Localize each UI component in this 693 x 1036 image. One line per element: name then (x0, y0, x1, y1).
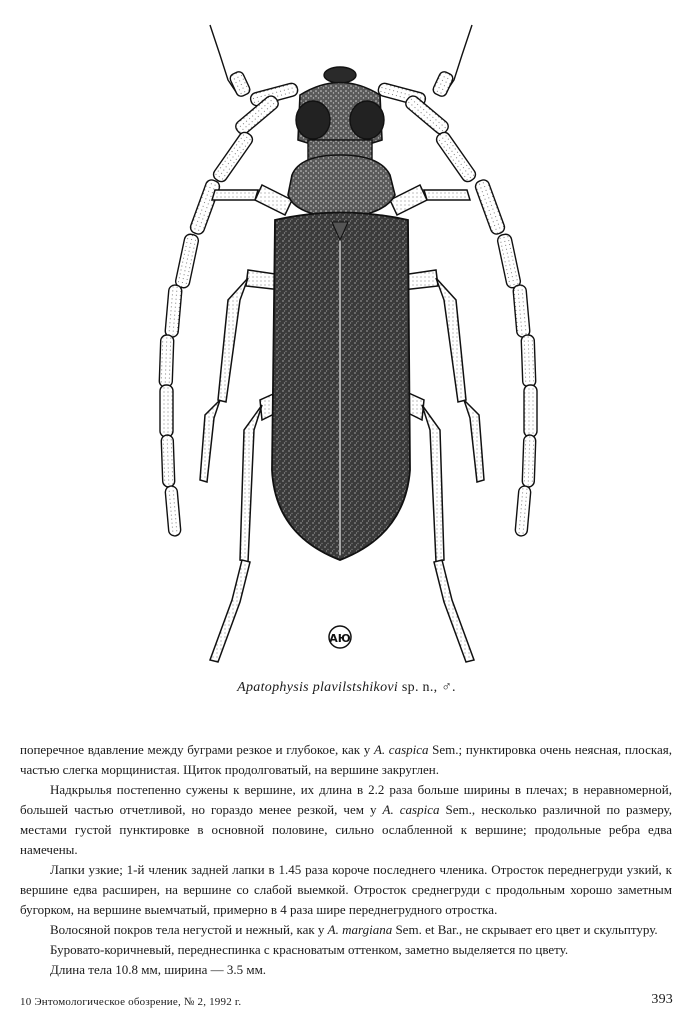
caption-rest: sp. n., ♂. (401, 680, 456, 695)
page-footer (20, 992, 673, 1008)
beetle-body (272, 67, 410, 560)
paragraph: Длина тела 10.8 мм, ширина — 3.5 мм. (50, 962, 267, 977)
paragraph: Лапки узкие; 1-й членик задней лапки в 1.45 раза короче последнего членика. Отросток переднегруди узкий, к вершине едва расширен, на вершине со слабой выемкой. Отросток среднегруди с продольным хорошо заметным бугорком, на вершине выемчатый, примерно в 4 раза шире переднегрудного отростка. (20, 862, 672, 917)
body-text (20, 740, 672, 980)
paragraph: Надкрылья постепенно сужены к вершине, их длина в 2.2 раза больше ширины в плечах; в неравномерной, большей частью отчетливой, но гораздо менее резкой, чем у A. caspica Sem., несколько различной по размеру, местами густой пунктировке в основной половине, сильно ослабленной к вершине; продольные ребра едва намечены. (20, 782, 672, 857)
paragraph: Буровато-коричневый, переднеспинка с красноватым оттенком, заметно выделяется по цвету. (50, 942, 569, 957)
paragraph: поперечное вдавление между буграми резкое и глубокое, как у A. caspica Sem.; пунктировка очень неясная, плоская, частью слегка морщинистая. Щиток продолговатый, на вершине закруглен. (20, 742, 673, 777)
paragraph: Волосяной покров тела негустой и нежный, как у A. margiana Sem. et Bar., не скрывает его цвет и скульптуру. (50, 922, 658, 937)
figure-caption (0, 680, 693, 696)
journal-reference: 10 Энтомологическое обозрение, № 2, 1992 г. (20, 996, 242, 1008)
signature-text: АЮ (329, 632, 351, 645)
caption-species: Apatophysis plavilstshikovi (237, 680, 399, 695)
page-number: 393 (651, 992, 673, 1007)
artist-signature (329, 626, 351, 648)
